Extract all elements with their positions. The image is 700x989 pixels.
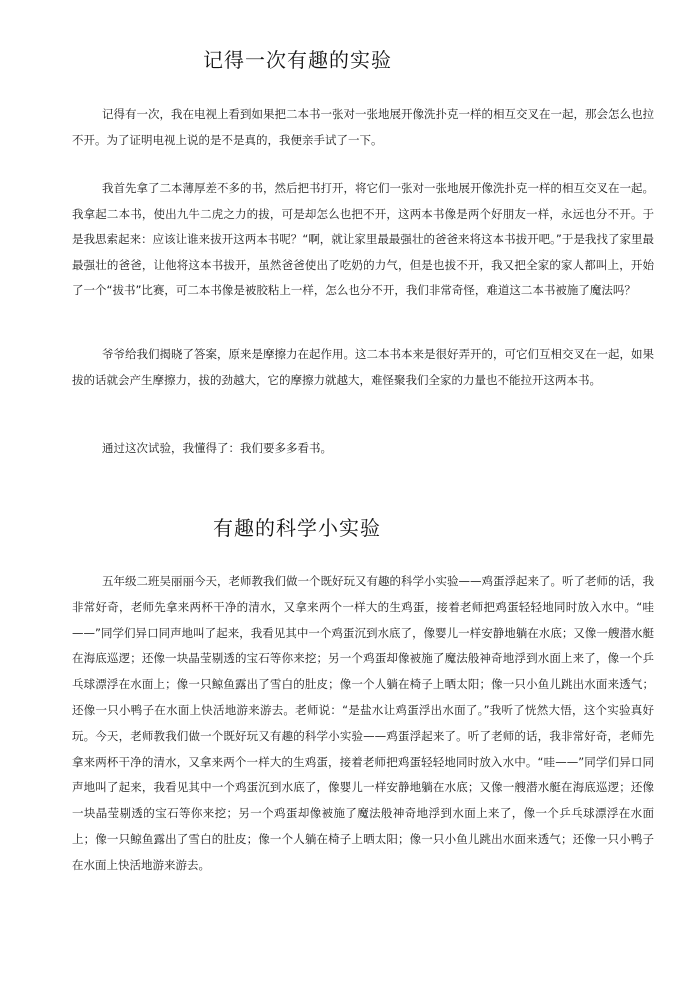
- article-1-paragraph-2: 我首先拿了二本薄厚差不多的书，然后把书打开，将它们一张对一张地展开像洗扑克一样的相互交叉在一起。我拿起二本书，使出九牛二虎之力的拔，可是却怎么也把不开，这两本书像是两个好朋友一样，永远也分不开。于是我思索起来：应该让谁来拔开这两本书呢？“啊，就让家里最最强壮的爸爸来将这本书拔开吧。”于是我找了家里最最强壮的爸爸，让他将这本书拔开，虽然爸爸使出了吃奶的力气，但是也拔不开，我又把全家的家人都叫上，开始了一个“拔书”比赛，可二本书像是被胶粘上一样，怎么也分不开，我们非常奇怪，难道这二本书被施了魔法吗？: [72, 181, 654, 297]
- article-1-paragraph-1: 记得有一次，我在电视上看到如果把二本书一张对一张地展开像洗扑克一样的相互交叉在一起，那会怎么也拉不开。为了证明电视上说的是不是真的，我便亲手试了一下。: [72, 107, 654, 147]
- article-2-title: 有趣的科学小实验: [213, 516, 381, 540]
- article-2-paragraph-1: 五年级二班吴丽丽今天，老师教我们做一个既好玩又有趣的科学小实验——鸡蛋浮起来了。听了老师的话，我非常好奇，老师先拿来两杯干净的清水，又拿来两个一样大的生鸡蛋，接着老师把鸡蛋轻轻地同时放入水中。“哇——”同学们异口同声地叫了起来，我看见其中一个鸡蛋沉到水底了，像婴儿一样安静地躺在水底；又像一艘潜水艇在海底巡逻；还像一块晶莹剔透的宝石等你来挖；另一个鸡蛋却像被施了魔法般神奇地浮到水面上来了，像一个乒乓球漂浮在水面上；像一只鲸鱼露出了雪白的肚皮；像一个人躺在椅子上晒太阳；像一只小鱼儿跳出水面来透气；还像一只小鸭子在水面上快活地游来游去。老师说：“是盐水让鸡蛋浮出水面了。”我听了恍然大悟，这个实验真好玩。今天，老师教我们做一个既好玩又有趣的科学小实验——鸡蛋浮起来了。听了老师的话，我非常好奇，老师先拿来两杯干净的清水，又拿来两个一样大的生鸡蛋，接着老师把鸡蛋轻轻地同时放入水中。“哇——”同学们异口同声地叫了起来，我看见其中一个鸡蛋沉到水底了，像婴儿一样安静地躺在水底；又像一艘潜水艇在海底巡逻；还像一块晶莹剔透的宝石等你来挖；另一个鸡蛋却像被施了魔法般神奇地浮到水面上来了，像一个乒乓球漂浮在水面上；像一只鲸鱼露出了雪白的肚皮；像一个人躺在椅子上晒太阳；像一只小鱼儿跳出水面来透气；还像一只小鸭子在水面上快活地游来游去。: [72, 574, 654, 872]
- article-1-paragraph-3: 爷爷给我们揭晓了答案，原来是摩擦力在起作用。这二本书本来是很好弄开的，可它们互相交叉在一起，如果拔的话就会产生摩擦力，拔的劲越大，它的摩擦力就越大，难怪聚我们全家的力量也不能拉开这两本书。: [72, 347, 654, 387]
- article-1-paragraph-4: 通过这次试验，我懂得了：我们要多多看书。: [102, 441, 332, 455]
- article-1-title: 记得一次有趣的实验: [203, 48, 392, 72]
